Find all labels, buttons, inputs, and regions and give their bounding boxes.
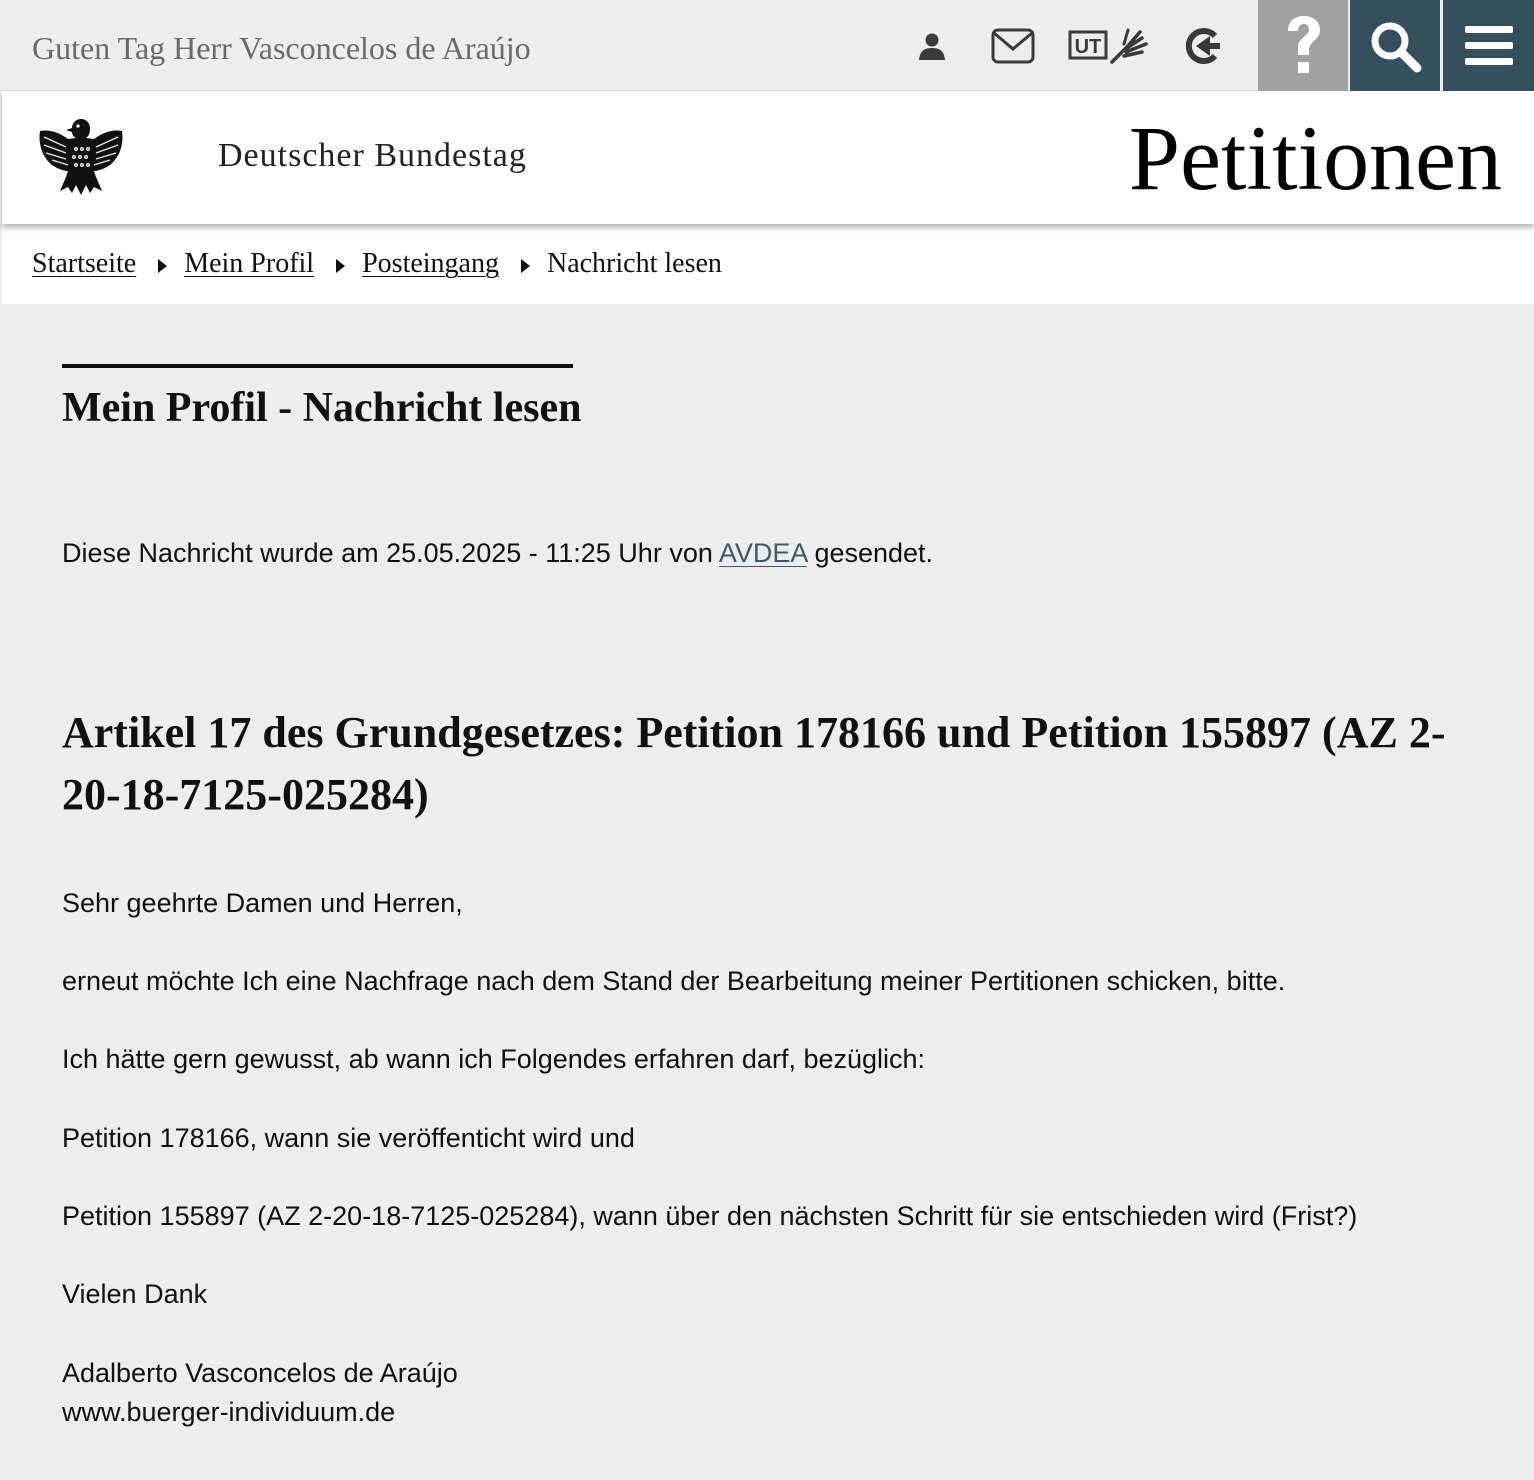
bundestag-eagle-logo[interactable] (32, 113, 130, 206)
breadcrumb-link-mein-profil[interactable]: Mein Profil (184, 248, 315, 279)
signature-name: Adalberto Vasconcelos de Araújo (62, 1358, 458, 1388)
meta-prefix: Diese Nachricht wurde am 25.05.2025 - 11:25 Uhr von (62, 538, 713, 568)
breadcrumb-link-posteingang[interactable]: Posteingang (362, 248, 499, 279)
logout-icon[interactable] (1178, 22, 1226, 70)
help-button[interactable] (1258, 0, 1348, 91)
sender-link[interactable]: AVDEA (718, 538, 807, 568)
help-icon (1278, 13, 1328, 79)
message-meta (62, 538, 933, 569)
user-greeting: Guten Tag Herr Vasconcelos de Araújo (32, 30, 531, 66)
page-title: Mein Profil - Nachricht lesen (62, 385, 582, 431)
body-paragraph: Sehr geehrte Damen und Herren, (62, 888, 463, 918)
search-button[interactable] (1350, 0, 1440, 91)
breadcrumb-arrow-icon (521, 259, 530, 273)
ut-label: UT (1074, 36, 1102, 58)
message-subject: Artikel 17 des Grundgesetzes: Petition 178166 und Petition 155897 (AZ 2-20-18-7125-025284) (62, 708, 1446, 819)
body-paragraph: Vielen Dank (62, 1279, 208, 1309)
body-paragraph: Ich hätte gern gewusst, ab wann ich Folgendes erfahren darf, bezüglich: (62, 1044, 926, 1074)
menu-button[interactable] (1443, 0, 1534, 91)
search-icon (1368, 19, 1422, 73)
subtitles-sign-language-icon[interactable] (1068, 22, 1150, 70)
site-header (2, 91, 1534, 224)
breadcrumb-link-startseite[interactable]: Startseite (32, 248, 137, 279)
institution-name[interactable]: Deutscher Bundestag (218, 137, 527, 174)
breadcrumb-current: Nachricht lesen (546, 248, 722, 279)
title-rule (62, 364, 573, 368)
body-paragraph: Petition 155897 (AZ 2-20-18-7125-025284), wann über den nächsten Schritt für sie entschieden wird (Frist?) (62, 1201, 1358, 1231)
meta-suffix: gesendet. (814, 538, 934, 568)
profile-icon[interactable] (912, 22, 952, 70)
breadcrumb-arrow-icon (336, 259, 345, 273)
top-utility-bar (0, 0, 1534, 91)
body-paragraph: Petition 178166, wann sie veröffenticht wird und (62, 1123, 635, 1153)
signature-website: www.buerger-individuum.de (62, 1397, 396, 1427)
menu-icon (1464, 24, 1514, 68)
section-title: Petitionen (1128, 107, 1502, 209)
mail-icon[interactable] (990, 22, 1036, 70)
body-paragraph: erneut möchte Ich eine Nachfrage nach dem Stand der Bearbeitung meiner Pertitionen schicken, bitte. (62, 966, 1286, 996)
breadcrumb (2, 224, 1534, 304)
breadcrumb-arrow-icon (158, 259, 167, 273)
